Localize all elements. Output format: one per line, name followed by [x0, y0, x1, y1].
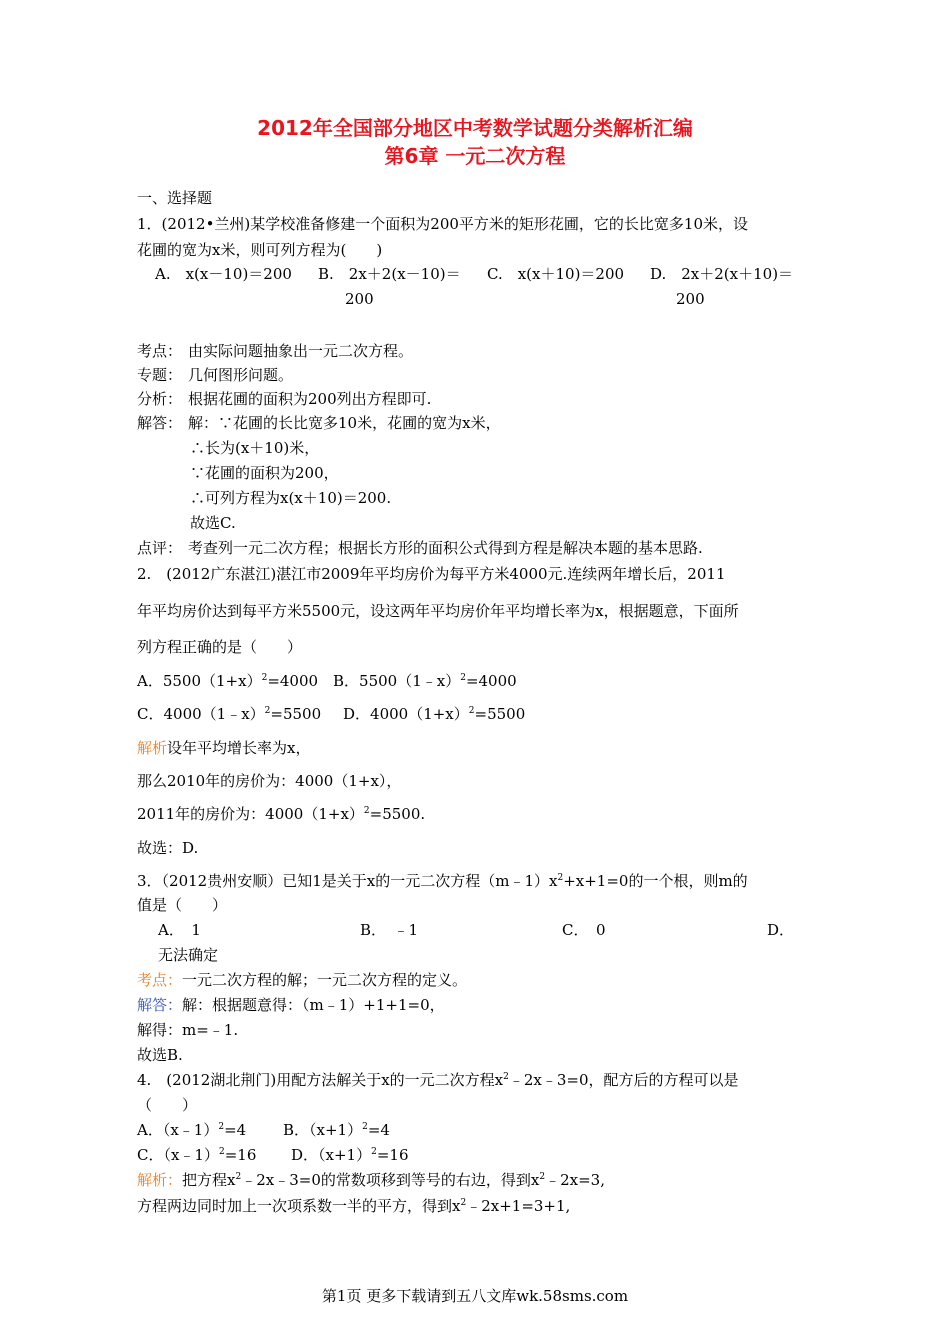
q2-stem-line3: 列方程正确的是（ ）	[137, 638, 303, 656]
q3-option-c: C． 0	[562, 921, 606, 939]
q4-jiexi-1c: ﹣2x=3,	[545, 1171, 605, 1189]
q4-stem-line1	[137, 1070, 739, 1090]
q3-jieda	[137, 995, 445, 1015]
q1-dianping-text: 考查列一元二次方程；根据长方形的面积公式得到方程是解决本题的基本思路.	[188, 539, 703, 557]
q2-option-a	[137, 671, 318, 691]
q2-option-c-exp: 2	[264, 706, 271, 716]
q1-fenxi-text: 根据花圃的面积为200列出方程即可.	[188, 390, 432, 408]
q4-option-a-exp: 2	[218, 1122, 225, 1132]
q4-option-a	[137, 1120, 246, 1140]
q2-jiexi-line1	[137, 738, 310, 758]
q4-option-b-exp: 2	[362, 1122, 368, 1132]
q4-option-b	[283, 1120, 390, 1140]
q3-kaodian	[137, 970, 467, 990]
q1-jieda-line2: ∴长为(x＋10)米，	[190, 439, 320, 457]
q3-stem-pre: 3．（2012贵州安顺）已知1是关于x的一元二次方程（m﹣1）x	[137, 872, 558, 890]
q2-jiexi-line3-exp: 2	[363, 806, 370, 816]
q2-option-b-exp: 2	[460, 673, 466, 683]
q3-kaodian-label: 考点：	[137, 971, 183, 989]
q2-option-d-pre: D．4000（1+x）	[343, 705, 469, 723]
q2-option-d-post: =5500	[474, 705, 526, 723]
q2-stem-line2: 年平均房价达到每平方米5500元，设这两年平均房价年平均增长率为x，根据题意，下面所	[137, 602, 739, 620]
q3-jieda-line1: 解：根据题意得：（m﹣1）+1+1=0，	[182, 996, 445, 1014]
q4-stem-post: ﹣2x﹣3=0，配方后的方程可以是	[508, 1071, 739, 1089]
q2-option-b-pre: B．5500（1﹣x）	[333, 672, 461, 690]
q1-stem-line1: 1．(2012•兰州)某学校准备修建一个面积为200平方米的矩形花圃，它的长比宽多10米，设	[137, 215, 748, 233]
q4-stem-exp: 2	[503, 1072, 509, 1082]
q4-option-c-exp: 2	[218, 1147, 225, 1157]
q1-dianping-label: 点评：	[137, 539, 183, 557]
q1-option-a: A. x(x－10)＝200	[155, 265, 292, 283]
q3-stem-line2: 值是（ ）	[137, 896, 228, 914]
q3-kaodian-text: 一元二次方程的解；一元二次方程的定义。	[182, 971, 468, 989]
q4-jiexi-line2	[137, 1196, 570, 1216]
q3-option-d-text: 无法确定	[158, 946, 219, 964]
q3-option-d: D．	[767, 921, 795, 939]
q2-option-c	[137, 704, 321, 724]
q1-stem-line2: 花圃的宽为x米，则可列方程为( )	[137, 241, 383, 259]
q2-jiexi-label: 解析	[137, 739, 168, 757]
q1-option-b: B. 2x＋2(x－10)＝	[318, 265, 461, 283]
q2-option-b-post: =4000	[465, 672, 517, 690]
q1-kaodian-text: 由实际问题抽象出一元二次方程。	[188, 342, 414, 360]
q2-option-a-pre: A．5500（1+x）	[137, 672, 262, 690]
q2-option-a-post: =4000	[267, 672, 319, 690]
chapter-title: 第6章 一元二次方程	[384, 144, 566, 168]
q4-jiexi-1-exp1: 2	[235, 1172, 242, 1182]
q1-option-d: D. 2x＋2(x＋10)＝	[650, 265, 794, 283]
q3-jieda-line3: 故选B.	[137, 1046, 183, 1064]
q1-fenxi-label: 分析：	[137, 390, 183, 408]
q1-jieda-line3: ∵花圃的面积为200，	[190, 464, 339, 482]
q1-dianping	[137, 538, 703, 558]
q4-option-a-post: =4	[224, 1121, 247, 1139]
q1-kaodian	[137, 341, 413, 361]
q2-option-b	[333, 671, 517, 691]
q1-jieda-line1: 解：∵花圃的长比宽多10米，花圃的宽为x米，	[188, 414, 501, 432]
q1-zhuanti-label: 专题：	[137, 366, 183, 384]
q4-option-c	[137, 1145, 256, 1165]
q3-option-a: A． 1	[158, 921, 201, 939]
q4-jiexi-label: 解析：	[137, 1171, 183, 1189]
q4-option-b-post: =4	[367, 1121, 390, 1139]
q2-jiexi-line3	[137, 804, 425, 824]
q4-option-d-pre: D．（x+1）	[291, 1146, 372, 1164]
q2-jiexi-line3-pre: 2011年的房价为：4000（1+x）	[137, 805, 364, 823]
q4-jiexi-2a: 方程两边同时加上一次项系数一半的平方，得到x	[137, 1197, 461, 1215]
q3-stem-post: +x+1=0的一个根，则m的	[563, 872, 748, 890]
q1-jieda-line4: ∴可列方程为x(x＋10)＝200.	[190, 489, 392, 507]
q1-jieda	[137, 413, 501, 433]
q2-option-d-exp: 2	[468, 706, 475, 716]
q2-jiexi-line3-post: =5500.	[369, 805, 426, 823]
q4-option-d	[291, 1145, 409, 1165]
q4-option-d-post: =16	[376, 1146, 409, 1164]
q1-option-b-cont: 200	[345, 290, 374, 308]
q2-stem-line1: 2. (2012广东湛江)湛江市2009年平均房价为每平方米4000元.连续两年增长后，2011	[137, 565, 726, 583]
q1-zhuanti-text: 几何图形问题。	[188, 366, 294, 384]
q2-option-c-pre: C．4000（1﹣x）	[137, 705, 265, 723]
q1-option-c: C. x(x＋10)＝200	[487, 265, 625, 283]
q2-option-c-post: =5500	[270, 705, 322, 723]
q4-option-c-pre: C．（x﹣1）	[137, 1146, 219, 1164]
q4-jiexi-line1	[137, 1170, 605, 1190]
q1-jieda-label: 解答：	[137, 414, 183, 432]
q3-stem-exp: 2	[557, 873, 564, 883]
q4-option-b-pre: B．（x+1）	[283, 1121, 363, 1139]
q4-option-c-post: =16	[224, 1146, 257, 1164]
q4-jiexi-1a: 把方程x	[182, 1171, 236, 1189]
q3-jieda-label: 解答：	[137, 996, 183, 1014]
q3-option-b: B． ﹣1	[360, 921, 419, 939]
q2-option-d	[343, 704, 525, 724]
q2-jiexi-text1: 设年平均增长率为x，	[167, 739, 311, 757]
q4-jiexi-1b: ﹣2x﹣3=0的常数项移到等号的右边，得到x	[241, 1171, 540, 1189]
q1-option-d-cont: 200	[676, 290, 705, 308]
q4-jiexi-1-exp2: 2	[539, 1172, 546, 1182]
q1-jieda-line5: 故选C.	[190, 514, 236, 532]
q3-stem-line1	[137, 871, 748, 891]
section-heading: 一、选择题	[137, 189, 213, 207]
q4-option-d-exp: 2	[371, 1147, 377, 1157]
document-title: 2012年全国部分地区中考数学试题分类解析汇编	[257, 116, 693, 140]
q2-option-a-exp: 2	[261, 673, 268, 683]
q1-zhuanti	[137, 365, 293, 385]
q4-jiexi-2-exp: 2	[460, 1198, 467, 1208]
q3-jieda-line2: 解得：m=﹣1.	[137, 1021, 239, 1039]
q4-jiexi-2b: ﹣2x+1=3+1,	[466, 1197, 571, 1215]
page-footer: 第1页 更多下载请到五八文库wk.58sms.com	[321, 1287, 629, 1305]
q4-option-a-pre: A．（x﹣1）	[137, 1121, 219, 1139]
q4-stem-line2: （ ）	[137, 1096, 198, 1114]
q2-jiexi-line2: 那么2010年的房价为：4000（1+x），	[137, 772, 402, 790]
q1-kaodian-label: 考点：	[137, 342, 183, 360]
q1-fenxi	[137, 389, 431, 409]
q2-jiexi-line4: 故选：D.	[137, 839, 199, 857]
q4-stem-pre: 4. (2012湖北荆门)用配方法解关于x的一元二次方程x	[137, 1071, 504, 1089]
